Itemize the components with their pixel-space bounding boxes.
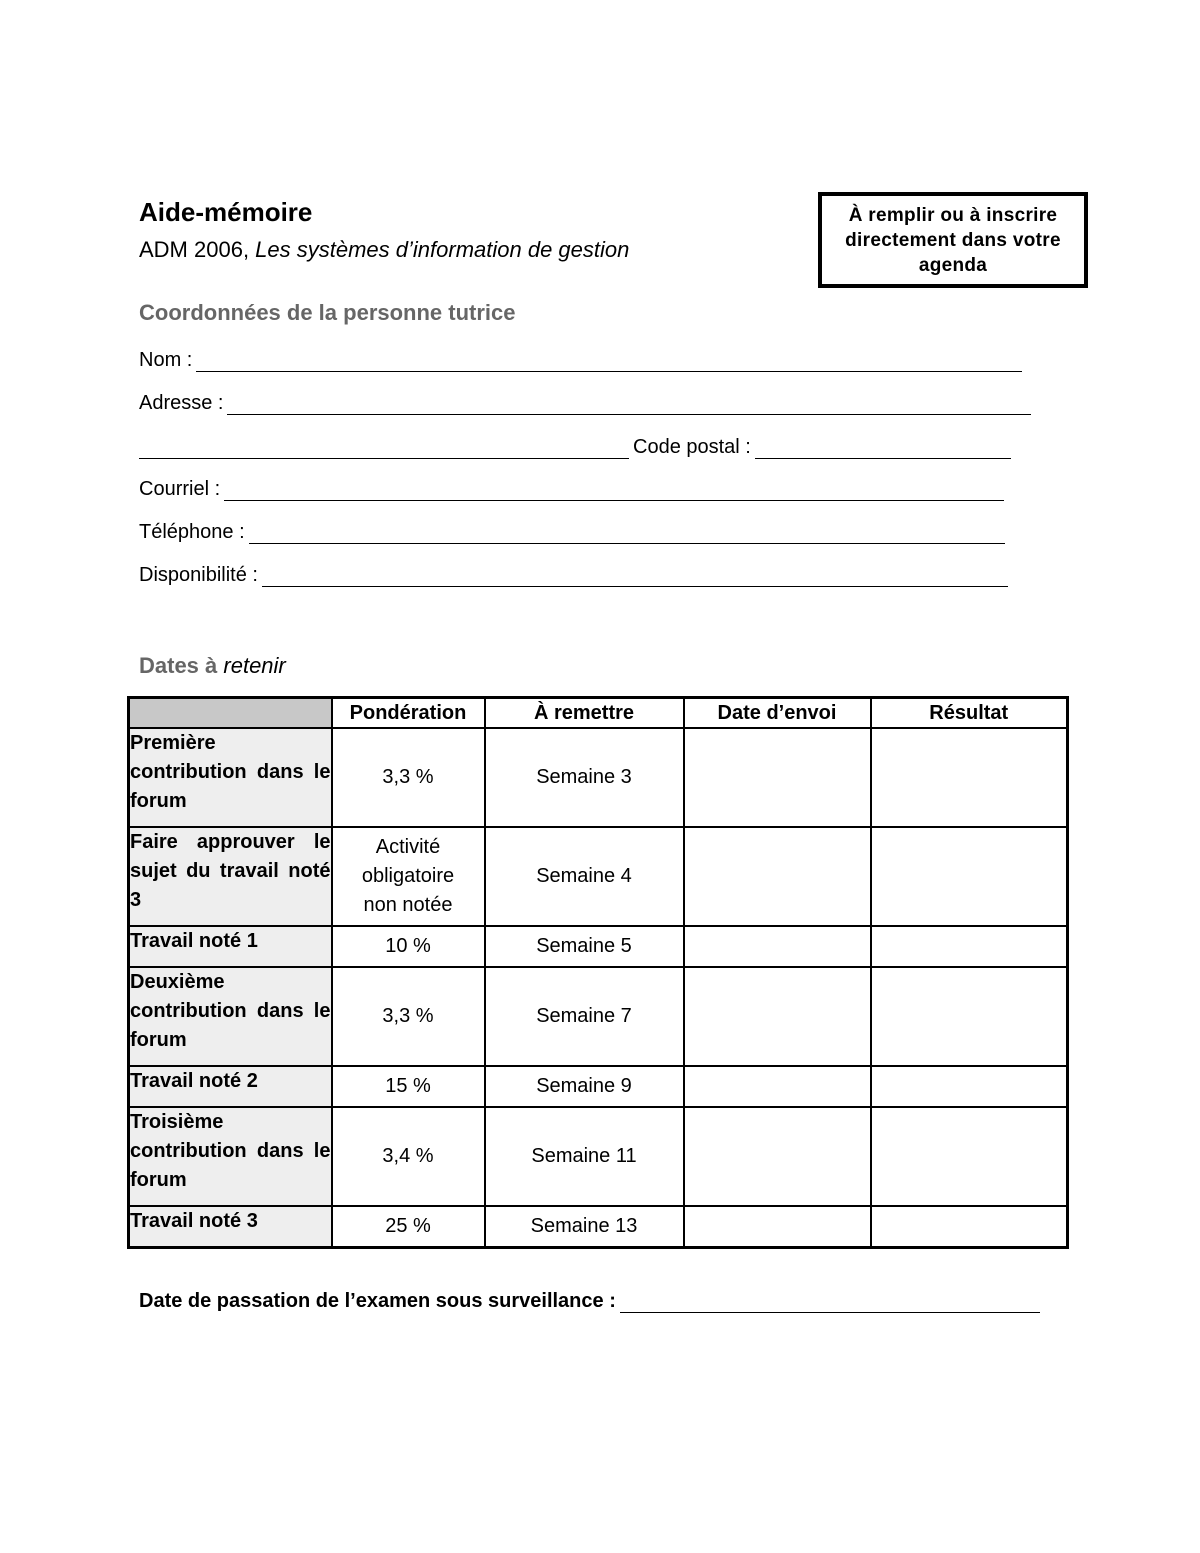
email-field[interactable] (139, 478, 1004, 501)
due-cell: Semaine 9 (485, 1066, 684, 1107)
activity-cell: Travail noté 2 (129, 1066, 332, 1107)
name-field[interactable] (139, 349, 1022, 372)
header-result: Résultat (871, 698, 1068, 729)
header-blank-cell (129, 698, 332, 729)
address-label: Adresse : (139, 392, 224, 414)
course-name: Les systèmes d’information de gestion (255, 237, 630, 262)
result-cell[interactable] (871, 1107, 1068, 1206)
name-label: Nom : (139, 349, 193, 371)
weight-cell: 3,3 % (332, 728, 485, 827)
notice-box: À remplir ou à inscrire directement dans votre agenda (818, 192, 1088, 288)
email-blank-line[interactable] (224, 480, 1004, 501)
address-postal-field[interactable] (139, 436, 1011, 459)
phone-field[interactable] (139, 521, 1005, 544)
result-cell[interactable] (871, 728, 1068, 827)
result-cell[interactable] (871, 827, 1068, 926)
result-cell[interactable] (871, 1066, 1068, 1107)
activity-cell: Troisième contribution dans le forum (129, 1107, 332, 1206)
header-sent-date: Date d’envoi (684, 698, 871, 729)
activity-cell: Deuxième contribution dans le forum (129, 967, 332, 1066)
course-code: ADM 2006, (139, 237, 256, 262)
page-title: Aide-mémoire (139, 197, 313, 227)
sent-date-cell[interactable] (684, 1107, 871, 1206)
result-cell[interactable] (871, 967, 1068, 1066)
header-weight: Pondération (332, 698, 485, 729)
due-cell: Semaine 7 (485, 967, 684, 1066)
sent-date-cell[interactable] (684, 1066, 871, 1107)
sent-date-cell[interactable] (684, 728, 871, 827)
weight-cell: 3,4 % (332, 1107, 485, 1206)
result-cell[interactable] (871, 1206, 1068, 1247)
activity-cell: Travail noté 1 (129, 926, 332, 967)
address-line-2[interactable] (139, 438, 629, 459)
address-field[interactable] (139, 392, 1031, 415)
dates-heading-bold: Dates à (139, 653, 224, 678)
result-cell[interactable] (871, 926, 1068, 967)
due-cell: Semaine 4 (485, 827, 684, 926)
sent-date-cell[interactable] (684, 926, 871, 967)
email-label: Courriel : (139, 478, 221, 500)
postal-code-blank-line[interactable] (755, 438, 1011, 459)
weight-cell: 3,3 % (332, 967, 485, 1066)
weight-cell: 10 % (332, 926, 485, 967)
sent-date-cell[interactable] (684, 827, 871, 926)
phone-label: Téléphone : (139, 521, 245, 543)
due-cell: Semaine 11 (485, 1107, 684, 1206)
table-header-row (129, 698, 1068, 729)
activity-cell: Travail noté 3 (129, 1206, 332, 1247)
due-cell: Semaine 5 (485, 926, 684, 967)
header-due: À remettre (485, 698, 684, 729)
exam-date-label: Date de passation de l’examen sous surveillance : (139, 1290, 616, 1312)
address-blank-line[interactable] (227, 394, 1031, 415)
availability-blank-line[interactable] (262, 566, 1008, 587)
sent-date-cell[interactable] (684, 1206, 871, 1247)
activity-cell: Première contribution dans le forum (129, 728, 332, 827)
name-blank-line[interactable] (196, 351, 1022, 372)
phone-blank-line[interactable] (249, 523, 1005, 544)
activity-cell: Faire approuver le sujet du travail noté 3 (129, 827, 332, 926)
availability-field[interactable] (139, 564, 1008, 587)
table-row (129, 967, 1068, 1066)
table-row (129, 1107, 1068, 1206)
due-cell: Semaine 3 (485, 728, 684, 827)
table-row (129, 1066, 1068, 1107)
availability-label: Disponibilité : (139, 564, 258, 586)
sent-date-cell[interactable] (684, 967, 871, 1066)
course-subtitle (139, 237, 629, 263)
postal-code-label: Code postal : (633, 436, 751, 458)
tutor-section-heading: Coordonnées de la personne tutrice (139, 300, 516, 325)
due-cell: Semaine 13 (485, 1206, 684, 1247)
table-row (129, 728, 1068, 827)
dates-table (127, 696, 1069, 1249)
dates-section-heading (139, 653, 286, 679)
table-row (129, 827, 1068, 926)
weight-cell: 15 % (332, 1066, 485, 1107)
weight-cell: Activité obligatoire non notée (332, 827, 485, 926)
exam-date-field[interactable] (139, 1290, 1040, 1313)
weight-cell: 25 % (332, 1206, 485, 1247)
dates-heading-italic: retenir (223, 653, 286, 678)
table-row (129, 1206, 1068, 1247)
exam-date-blank-line[interactable] (620, 1292, 1040, 1313)
table-row (129, 926, 1068, 967)
